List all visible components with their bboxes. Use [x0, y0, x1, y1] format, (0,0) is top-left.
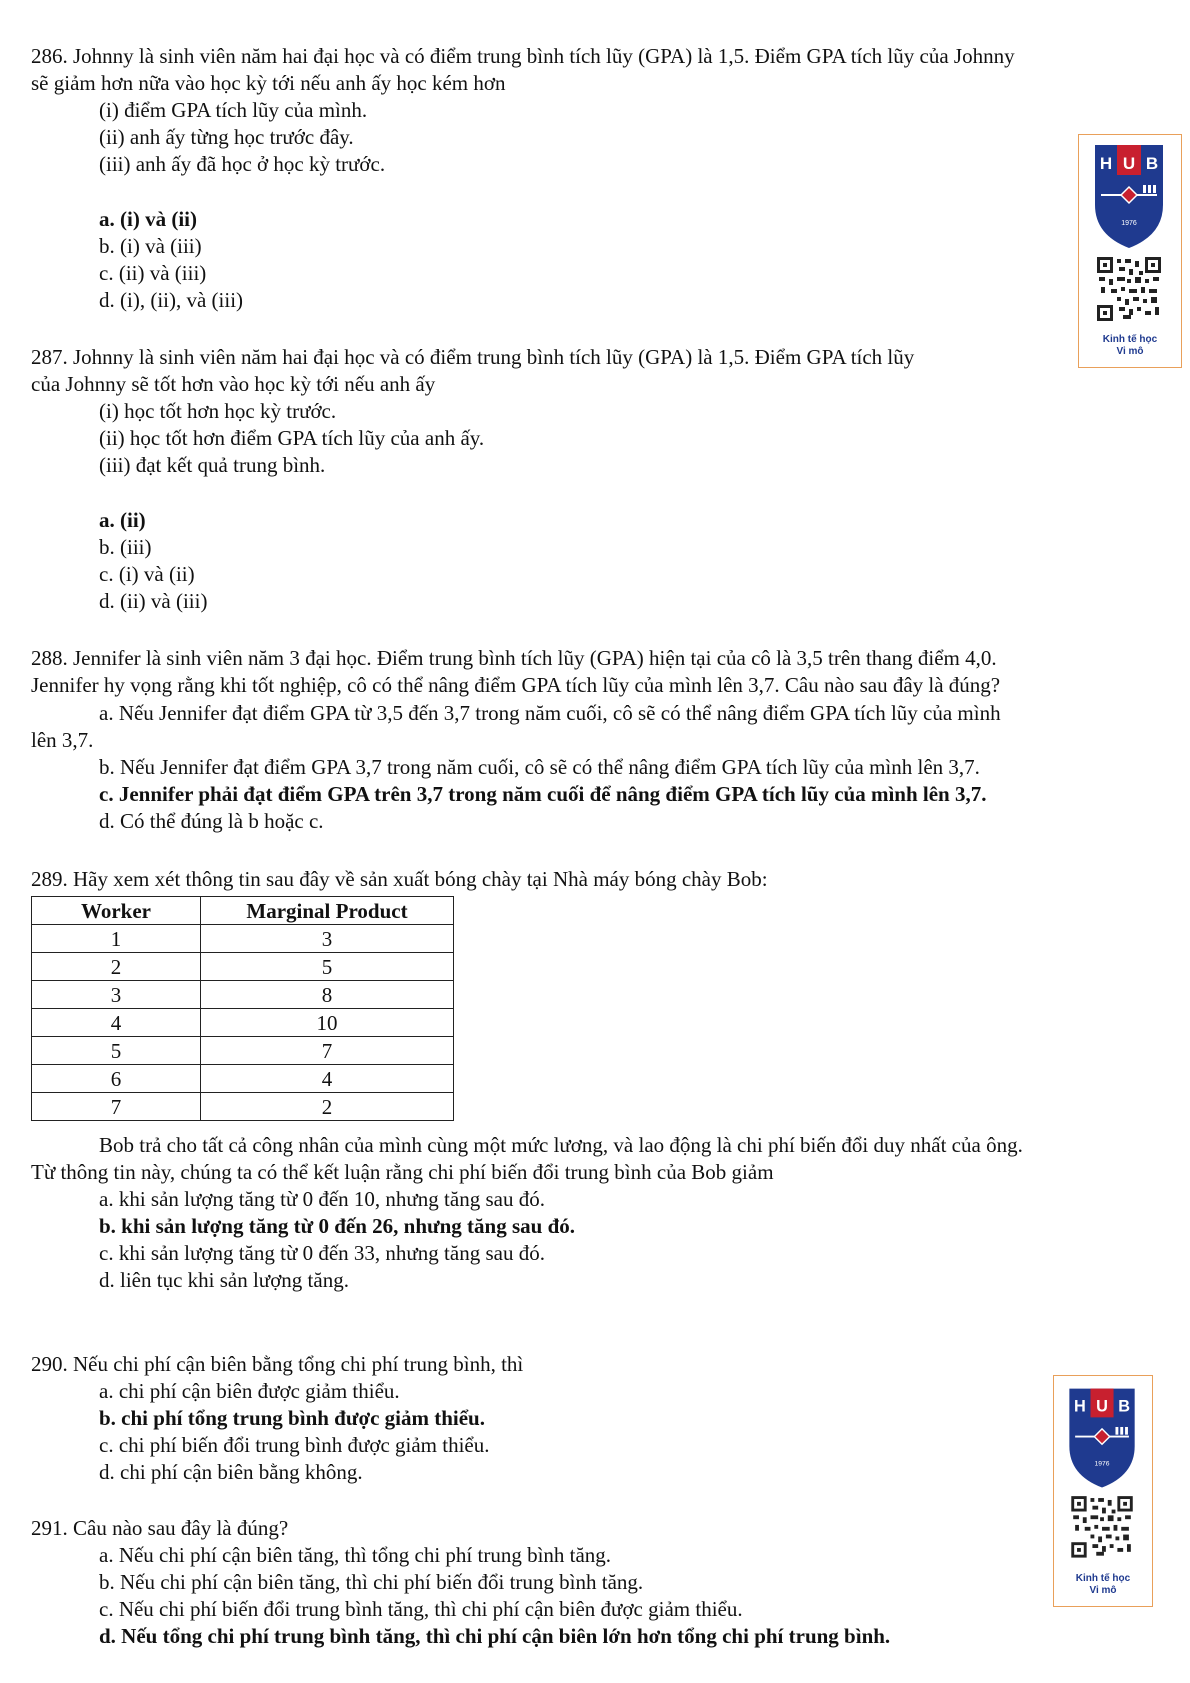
- table-row: [32, 953, 454, 981]
- hub-badge: [1053, 1375, 1153, 1607]
- q289-stem: 289. Hãy xem xét thông tin sau đây về sản xuất bóng chày tại Nhà máy bóng chày Bob:: [31, 867, 768, 891]
- hub-shield-icon: [1079, 135, 1180, 335]
- q287-option-d: d. (ii) và (iii): [99, 589, 208, 613]
- q288-option-b: b. Nếu Jennifer đạt điểm GPA 3,7 trong năm cuối, cô sẽ có thể nâng điểm GPA tích lũy của mình lên 3,7.: [99, 755, 980, 779]
- q291-option-d-correct: d. Nếu tổng chi phí trung bình tăng, thì chi phí cận biên lớn hơn tổng chi phí trung bình.: [99, 1624, 891, 1648]
- q287-option-c: c. (i) và (ii): [99, 562, 195, 586]
- q286-item-i: (i) điểm GPA tích lũy của mình.: [99, 98, 368, 122]
- q288-stem-line-1: 288. Jennifer là sinh viên năm 3 đại học. Điểm trung bình tích lũy (GPA) hiện tại của cô là 3,5 trên thang điểm 4,0.: [31, 646, 997, 670]
- table-row: [32, 981, 454, 1009]
- worker-cell: 7: [32, 1093, 201, 1121]
- q288-option-a-line-2: lên 3,7.: [31, 728, 94, 752]
- marginal-product-cell: 3: [201, 925, 454, 953]
- q286-item-ii: (ii) anh ấy từng học trước đây.: [99, 125, 354, 149]
- q287-item-i: (i) học tốt hơn học kỳ trước.: [99, 399, 337, 423]
- marginal-product-cell: 5: [201, 953, 454, 981]
- svg-text:U: U: [1122, 154, 1136, 173]
- q290-stem: 290. Nếu chi phí cận biên bằng tổng chi phí trung bình, thì: [31, 1352, 524, 1376]
- q286-item-iii: (iii) anh ấy đã học ở học kỳ trước.: [99, 152, 386, 176]
- q289-option-d: d. liên tục khi sản lượng tăng.: [99, 1268, 349, 1292]
- column-header-marginal-product: Marginal Product: [201, 897, 454, 925]
- q289-option-b-correct: b. khi sản lượng tăng từ 0 đến 26, nhưng tăng sau đó.: [99, 1214, 576, 1238]
- q286-stem-line-2: sẽ giảm hơn nữa vào học kỳ tới nếu anh ấy học kém hơn: [31, 71, 506, 95]
- q287-option-b: b. (iii): [99, 535, 152, 559]
- q291-option-c: c. Nếu chi phí biến đổi trung bình tăng, thì chi phí cận biên được giảm thiểu.: [99, 1597, 743, 1621]
- table-row: [32, 1009, 454, 1037]
- q288-option-c-correct: c. Jennifer phải đạt điểm GPA trên 3,7 trong năm cuối để nâng điểm GPA tích lũy của mình lên 3,7.: [99, 782, 987, 806]
- q287-item-iii: (iii) đạt kết quả trung bình.: [99, 453, 326, 477]
- q289-context-line-1: Bob trả cho tất cả công nhân của mình cùng một mức lương, và lao động là chi phí biến đổi duy nhất của ông.: [99, 1133, 1023, 1157]
- marginal-product-table: [31, 896, 454, 1121]
- q286-stem-line-1: 286. Johnny là sinh viên năm hai đại học và có điểm trung bình tích lũy (GPA) là 1,5. Điểm GPA tích lũy của Johnny: [31, 44, 1015, 68]
- svg-text:1976: 1976: [1121, 220, 1137, 227]
- q291-option-a: a. Nếu chi phí cận biên tăng, thì tổng chi phí trung bình tăng.: [99, 1543, 612, 1567]
- q289-option-a: a. khi sản lượng tăng từ 0 đến 10, nhưng tăng sau đó.: [99, 1187, 545, 1211]
- badge-caption-line-1: Kinh tế học: [1102, 334, 1158, 345]
- q287-item-ii: (ii) học tốt hơn điểm GPA tích lũy của anh ấy.: [99, 426, 485, 450]
- q287-stem-line-1: 287. Johnny là sinh viên năm hai đại học và có điểm trung bình tích lũy (GPA) là 1,5. Điểm GPA tích lũy: [31, 345, 915, 369]
- worker-cell: 1: [32, 925, 201, 953]
- table-row: [32, 1093, 454, 1121]
- svg-text:B: B: [1145, 154, 1159, 173]
- table-row: [32, 925, 454, 953]
- q288-option-a-line-1: a. Nếu Jennifer đạt điểm GPA từ 3,5 đến 3,7 trong năm cuối, cô sẽ có thể nâng điểm GPA tích lũy của mình: [99, 701, 1001, 725]
- svg-text:H: H: [1074, 1397, 1086, 1416]
- hub-badge: [1078, 134, 1182, 368]
- hub-shield-icon: [1054, 1376, 1151, 1574]
- q286-option-b: b. (i) và (iii): [99, 234, 202, 258]
- table-row: [32, 1065, 454, 1093]
- worker-cell: 6: [32, 1065, 201, 1093]
- q287-stem-line-2: của Johnny sẽ tốt hơn vào học kỳ tới nếu anh ấy: [31, 372, 436, 396]
- q286-option-d: d. (i), (ii), và (iii): [99, 288, 244, 312]
- svg-text:U: U: [1096, 1397, 1108, 1416]
- table-row: [32, 1037, 454, 1065]
- marginal-product-cell: 4: [201, 1065, 454, 1093]
- worker-cell: 5: [32, 1037, 201, 1065]
- q287-option-a-correct: a. (ii): [99, 508, 146, 532]
- column-header-worker: Worker: [32, 897, 201, 925]
- badge-caption-line-2: Vi mô: [1089, 1585, 1117, 1596]
- svg-text:B: B: [1118, 1397, 1130, 1416]
- marginal-product-cell: 10: [201, 1009, 454, 1037]
- badge-caption-line-1: Kinh tế học: [1075, 1573, 1131, 1584]
- worker-cell: 4: [32, 1009, 201, 1037]
- badge-caption-line-2: Vi mô: [1116, 346, 1144, 357]
- q290-option-c: c. chi phí biến đổi trung bình được giảm thiểu.: [99, 1433, 490, 1457]
- marginal-product-cell: 2: [201, 1093, 454, 1121]
- marginal-product-cell: 8: [201, 981, 454, 1009]
- q289-option-c: c. khi sản lượng tăng từ 0 đến 33, nhưng tăng sau đó.: [99, 1241, 545, 1265]
- q286-option-a-correct: a. (i) và (ii): [99, 207, 197, 231]
- table-header-row: [32, 897, 454, 925]
- q291-stem: 291. Câu nào sau đây là đúng?: [31, 1516, 289, 1540]
- q288-stem-line-2: Jennifer hy vọng rằng khi tốt nghiệp, cô có thể nâng điểm GPA tích lũy của mình lên 3,7. Câu nào sau đây là đúng?: [31, 673, 1001, 697]
- worker-cell: 2: [32, 953, 201, 981]
- q291-option-b: b. Nếu chi phí cận biên tăng, thì chi phí biến đổi trung bình tăng.: [99, 1570, 644, 1594]
- marginal-product-cell: 7: [201, 1037, 454, 1065]
- q286-option-c: c. (ii) và (iii): [99, 261, 207, 285]
- worker-cell: 3: [32, 981, 201, 1009]
- q290-option-b-correct: b. chi phí tổng trung bình được giảm thiểu.: [99, 1406, 485, 1430]
- q290-option-d: d. chi phí cận biên bằng không.: [99, 1460, 363, 1484]
- svg-text:H: H: [1099, 154, 1113, 173]
- q290-option-a: a. chi phí cận biên được giảm thiểu.: [99, 1379, 400, 1403]
- q289-context-line-2: Từ thông tin này, chúng ta có thể kết luận rằng chi phí biến đổi trung bình của Bob giảm: [31, 1160, 774, 1184]
- q288-option-d: d. Có thể đúng là b hoặc c.: [99, 809, 324, 833]
- svg-text:1976: 1976: [1094, 1460, 1110, 1468]
